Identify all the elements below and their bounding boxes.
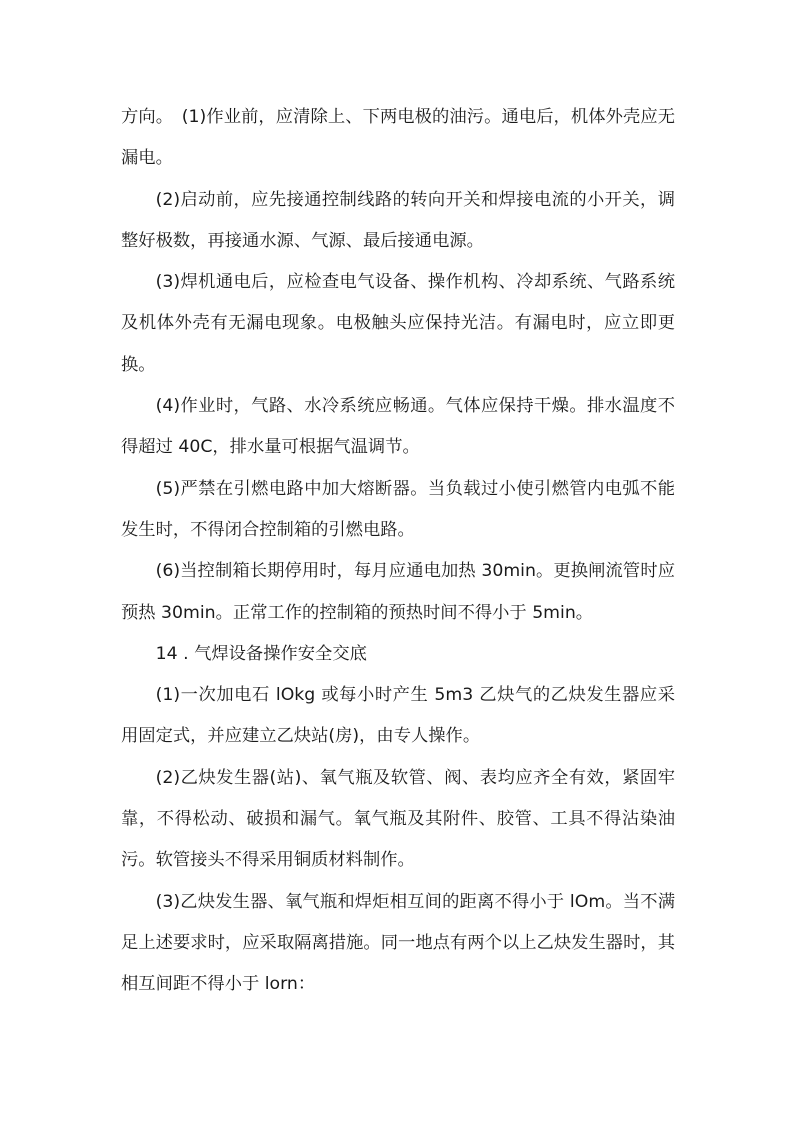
paragraph-item-6: (6)当控制箱长期停用时，每月应通电加热 30min。更换闸流管时应预热 30min。正常工作的控制箱的预热时间不得小于 5min。 [121, 561, 675, 623]
paragraph-gas-item-2: (2)乙炔发生器(站)、氧气瓶及软管、阀、表均应齐全有效，紧固牢靠，不得松动、破损和漏气。氧气瓶及其附件、胶管、工具不得沾染油污。软管接头不得采用铜质材料制作。 [121, 767, 675, 871]
paragraph-gas-item-3: (3)乙炔发生器、氧气瓶和焊炬相互间的距离不得小于 lOm。当不满足上述要求时，应采取隔离措施。同一地点有两个以上乙炔发生器时，其相互间距不得小于 lorn： [121, 891, 675, 995]
paragraph-item-4: (4)作业时，气路、水冷系统应畅通。气体应保持干燥。排水温度不得超过 40C，排水量可根据气温调节。 [121, 396, 675, 458]
paragraph-item-2: (2)启动前，应先接通控制线路的转向开关和焊接电流的小开关，调整好极数，再接通水源、气源、最后接通电源。 [121, 189, 675, 251]
paragraph-gas-item-1: (1)一次加电石 lOkg 或每小时产生 5m3 乙炔气的乙炔发生器应采用固定式，并应建立乙炔站(房)，由专人操作。 [121, 685, 675, 747]
document-body [121, 97, 675, 1006]
paragraph-continuation: 方向。 (1)作业前，应清除上、下两电极的油污。通电后，机体外壳应无漏电。 [121, 107, 675, 169]
section-heading-14: 14 . 气焊设备操作安全交底 [155, 643, 367, 664]
paragraph-item-3: (3)焊机通电后，应检查电气设备、操作机构、冷却系统、气路系统及机体外壳有无漏电现象。电极触头应保持光洁。有漏电时，应立即更换。 [121, 272, 675, 375]
paragraph-item-5: (5)严禁在引燃电路中加大熔断器。当负载过小使引燃管内电弧不能发生时，不得闭合控制箱的引燃电路。 [121, 478, 675, 540]
